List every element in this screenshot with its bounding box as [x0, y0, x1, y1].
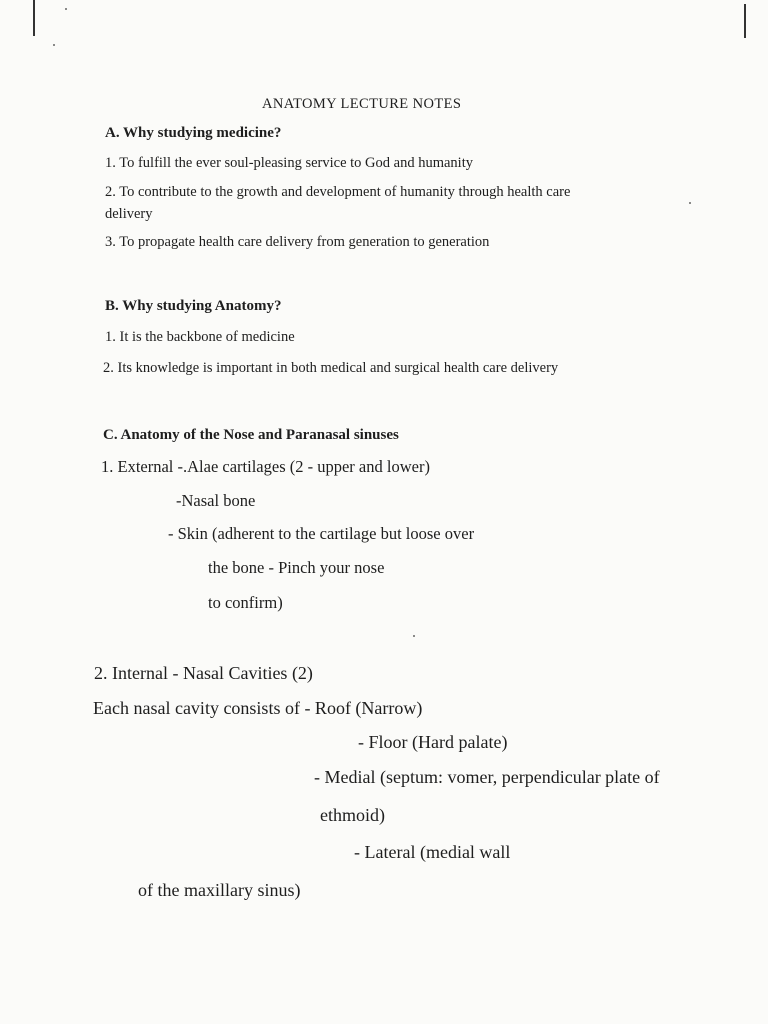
- external-line-4: the bone - Pinch your nose: [208, 558, 385, 577]
- internal-line-6: - Lateral (medial wall: [354, 842, 511, 862]
- external-line-5: to confirm): [208, 593, 283, 612]
- internal-line-7: of the maxillary sinus): [138, 880, 301, 900]
- section-b-heading: B. Why studying Anatomy?: [105, 298, 282, 314]
- section-b-item-2: 2. Its knowledge is important in both medical and surgical health care delivery: [103, 360, 559, 376]
- scan-speck: [413, 635, 415, 637]
- external-line-3: - Skin (adherent to the cartilage but loose over: [168, 524, 475, 543]
- scan-speck: [53, 44, 55, 46]
- internal-line-2: Each nasal cavity consists of - Roof (Narrow): [93, 698, 423, 718]
- scan-speck: [689, 202, 691, 204]
- external-line-1: 1. External -.Alae cartilages (2 - upper and lower): [101, 457, 430, 476]
- internal-line-1: 2. Internal - Nasal Cavities (2): [94, 663, 313, 683]
- section-c-heading: C. Anatomy of the Nose and Paranasal sinuses: [103, 427, 399, 443]
- section-a-item-2: 2. To contribute to the growth and development of humanity through health care: [105, 184, 571, 200]
- document-title: ANATOMY LECTURE NOTES: [262, 96, 462, 112]
- scan-edge-mark-right: [744, 4, 746, 38]
- section-a-heading: A. Why studying medicine?: [105, 125, 282, 141]
- internal-line-3: - Floor (Hard palate): [358, 732, 508, 752]
- section-a-item-1: 1. To fulfill the ever soul-pleasing service to God and humanity: [105, 155, 473, 171]
- internal-line-5: ethmoid): [320, 805, 385, 825]
- section-b-item-1: 1. It is the backbone of medicine: [105, 329, 295, 345]
- scan-edge-mark-left: [33, 0, 35, 36]
- internal-line-4: - Medial (septum: vomer, perpendicular plate of: [314, 767, 660, 787]
- section-a-item-2-cont: delivery: [105, 206, 153, 222]
- section-a-item-3: 3. To propagate health care delivery from generation to generation: [105, 234, 490, 250]
- scan-speck: [65, 8, 67, 10]
- external-line-2: -Nasal bone: [176, 491, 256, 510]
